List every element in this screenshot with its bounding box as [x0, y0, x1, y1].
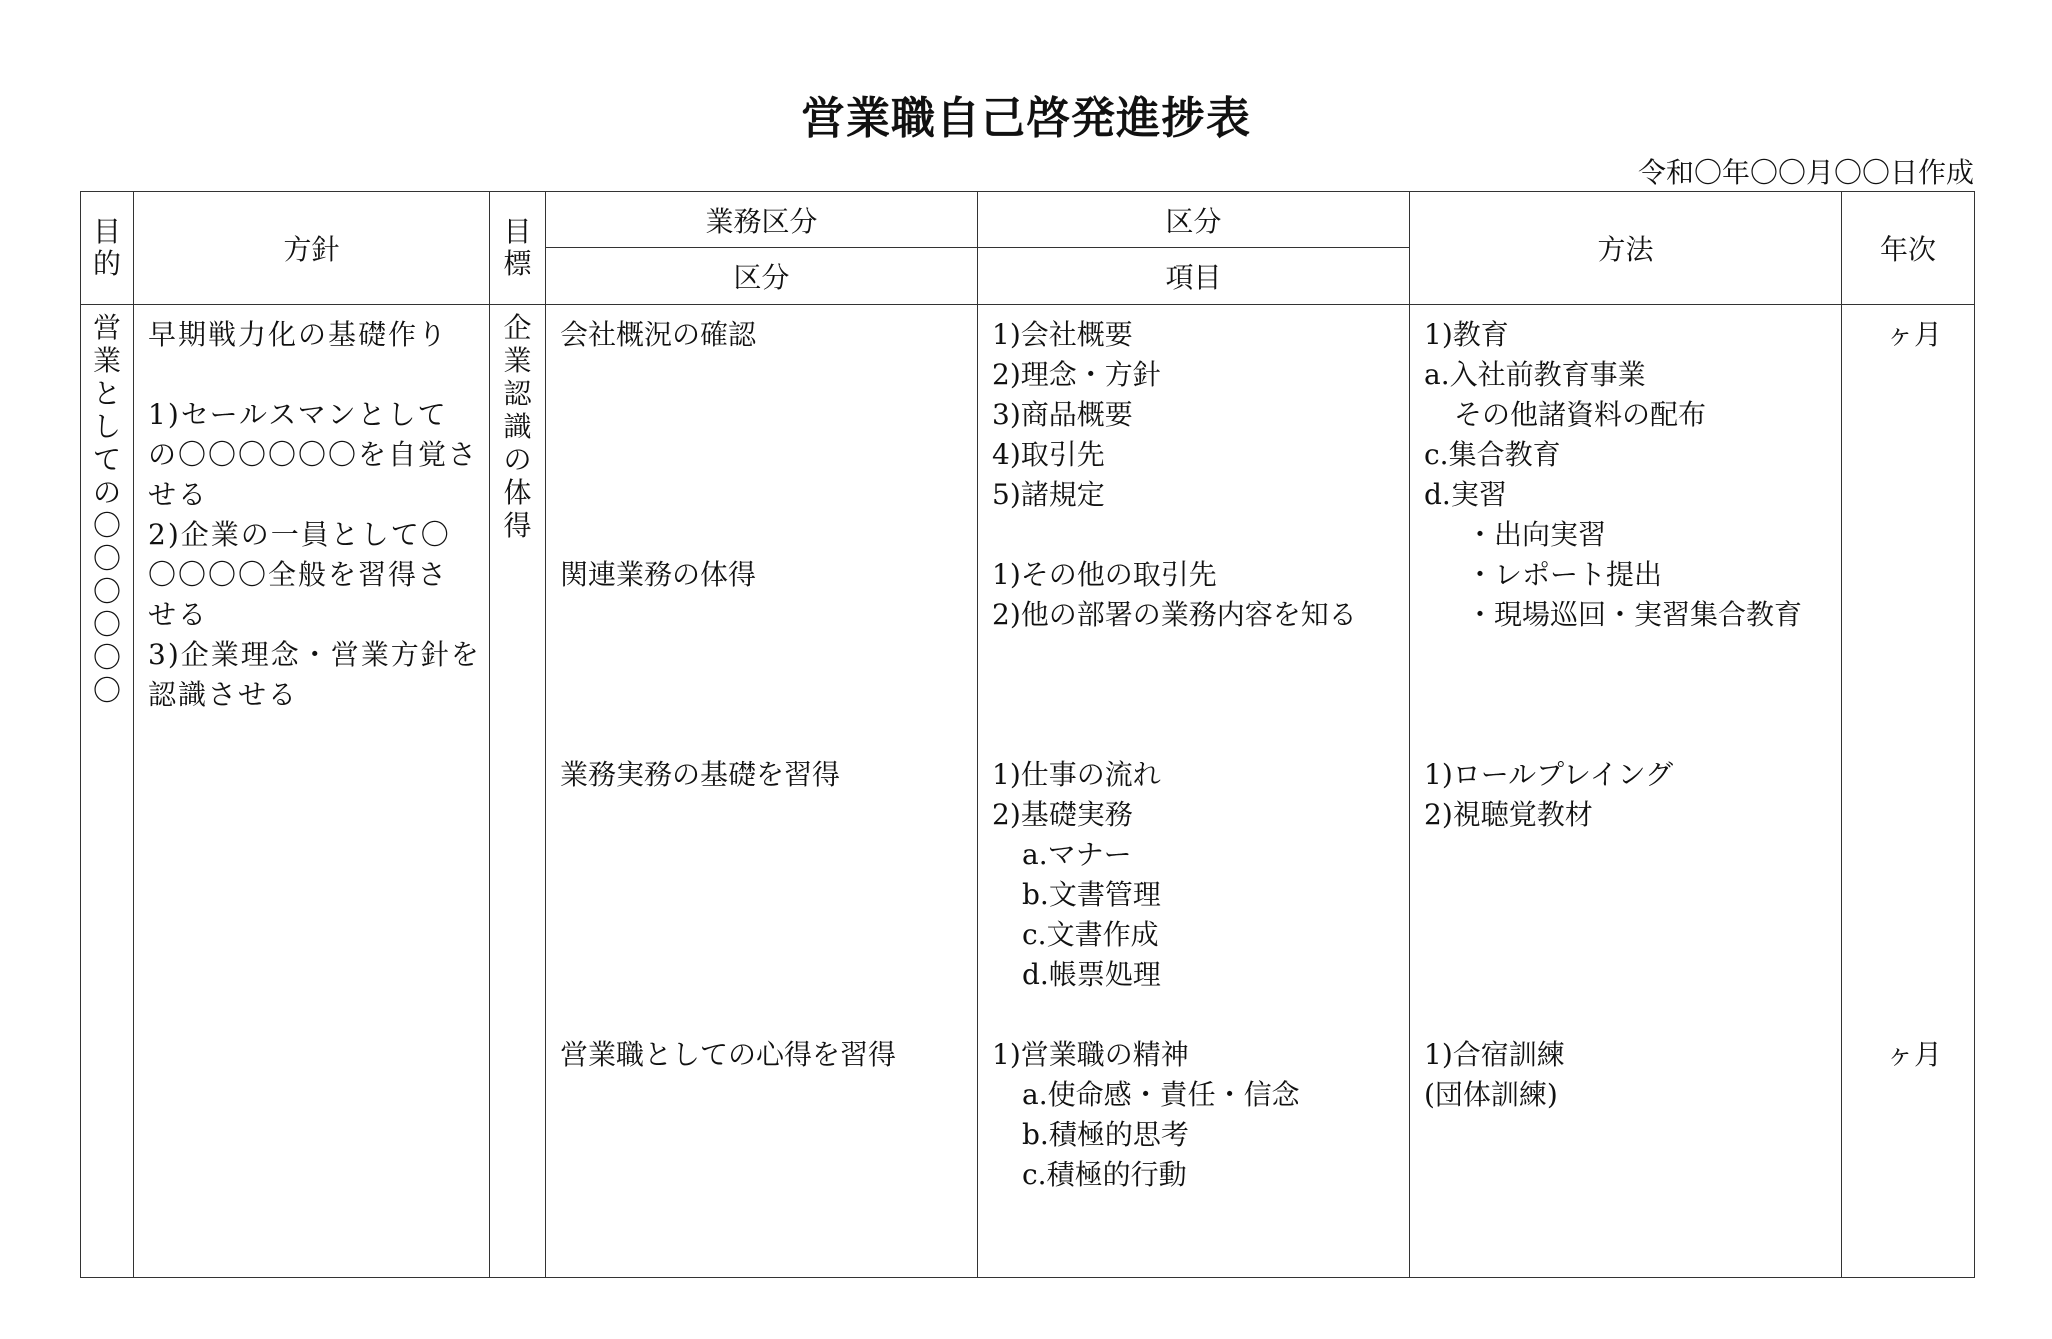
year-cell [1842, 305, 1975, 1278]
purpose-char: 〇 [92, 575, 121, 608]
goal-char: 企 [503, 311, 532, 344]
policy-line: せる [148, 598, 209, 631]
policy-line: 1)セールスマンとして [148, 398, 448, 431]
purpose-char: 〇 [92, 542, 121, 575]
goal-char: 認 [503, 377, 532, 410]
item-line: 3)商品概要 [992, 398, 1133, 431]
method-line: 1)ロールプレイング [1424, 758, 1674, 791]
method-line: (団体訓練) [1424, 1078, 1558, 1111]
goal-char: 体 [503, 476, 532, 509]
goal-char: 業 [503, 344, 532, 377]
method-cell [1410, 305, 1842, 1278]
header-method: 方法 [1410, 192, 1842, 305]
header-year: 年次 [1842, 192, 1975, 305]
item-line: 2)基礎実務 [992, 798, 1133, 831]
policy-cell [134, 305, 490, 1278]
purpose-char: 業 [92, 344, 121, 377]
item-line: c.文書作成 [1022, 918, 1159, 951]
division-line: 営業職としての心得を習得 [560, 1038, 897, 1071]
method-line: c.集合教育 [1424, 438, 1561, 471]
purpose-char: 〇 [92, 674, 121, 707]
goal-char: 識 [503, 410, 532, 443]
purpose-cell [81, 305, 134, 1278]
policy-line: せる [148, 478, 209, 511]
year-line: ヶ月 [1885, 1038, 1942, 1071]
purpose-char: て [92, 443, 121, 476]
division-line: 会社概況の確認 [560, 318, 757, 351]
item-line: b.積極的思考 [1022, 1118, 1189, 1151]
policy-line: の〇〇〇〇〇〇を自覚さ [148, 438, 479, 471]
purpose-char: と [92, 377, 121, 410]
header-division: 区分 [978, 192, 1410, 248]
header-business-division: 業務区分 [546, 192, 978, 248]
item-line: c.積極的行動 [1022, 1158, 1187, 1191]
item-line: a.使命感・責任・信念 [1022, 1078, 1300, 1111]
header-item: 項目 [978, 248, 1410, 305]
method-line: その他諸資料の配布 [1454, 398, 1707, 431]
policy-line: 早期戦力化の基礎作り [148, 318, 449, 351]
item-line: 1)営業職の精神 [992, 1038, 1189, 1071]
division-cell [546, 305, 978, 1278]
item-line: 1)仕事の流れ [992, 758, 1161, 791]
goal-char: 得 [503, 509, 532, 542]
year-line: ヶ月 [1885, 318, 1942, 351]
item-line: 2)理念・方針 [992, 358, 1161, 391]
item-line: 1)その他の取引先 [992, 558, 1217, 591]
item-cell [978, 305, 1410, 1278]
header-policy: 方針 [134, 192, 490, 305]
item-line: 4)取引先 [992, 438, 1105, 471]
item-line: b.文書管理 [1022, 878, 1161, 911]
method-line: ・出向実習 [1466, 518, 1607, 551]
item-line: d.帳票処理 [1022, 958, 1161, 991]
goal-char: の [503, 443, 532, 476]
method-line: 1)教育 [1424, 318, 1509, 351]
item-line: 2)他の部署の業務内容を知る [992, 598, 1357, 631]
purpose-char: 〇 [92, 641, 121, 674]
method-line: ・現場巡回・実習集合教育 [1466, 598, 1803, 631]
document-title: 営業職自己啓発進捗表 [801, 93, 1251, 144]
method-line: 1)合宿訓練 [1424, 1038, 1565, 1071]
created-date: 令和〇年〇〇月〇〇日作成 [1637, 156, 1974, 189]
division-line: 業務実務の基礎を習得 [560, 758, 841, 791]
item-line: 1)会社概要 [992, 318, 1133, 351]
item-line: a.マナー [1022, 838, 1132, 871]
division-line: 関連業務の体得 [560, 558, 757, 591]
header-goal: 目 標 [490, 192, 546, 305]
policy-line: 認識させる [148, 678, 299, 711]
policy-line: 〇〇〇〇全般を習得さ [148, 558, 449, 591]
progress-table [80, 191, 1975, 1278]
method-line: a.入社前教育事業 [1424, 358, 1646, 391]
purpose-char: 〇 [92, 608, 121, 641]
goal-cell [490, 305, 546, 1278]
method-line: 2)視聴覚教材 [1424, 798, 1593, 831]
header-sub-division: 区分 [546, 248, 978, 305]
purpose-char: し [92, 410, 121, 443]
method-line: d.実習 [1424, 478, 1507, 511]
item-line: 5)諸規定 [992, 478, 1105, 511]
purpose-char: の [92, 476, 121, 509]
policy-line: 3)企業理念・営業方針を [148, 638, 481, 671]
purpose-char: 〇 [92, 509, 121, 542]
header-purpose: 目 的 [81, 192, 134, 305]
method-line: ・レポート提出 [1466, 558, 1663, 591]
purpose-char: 営 [92, 311, 121, 344]
policy-line: 2)企業の一員として〇 [148, 518, 451, 551]
